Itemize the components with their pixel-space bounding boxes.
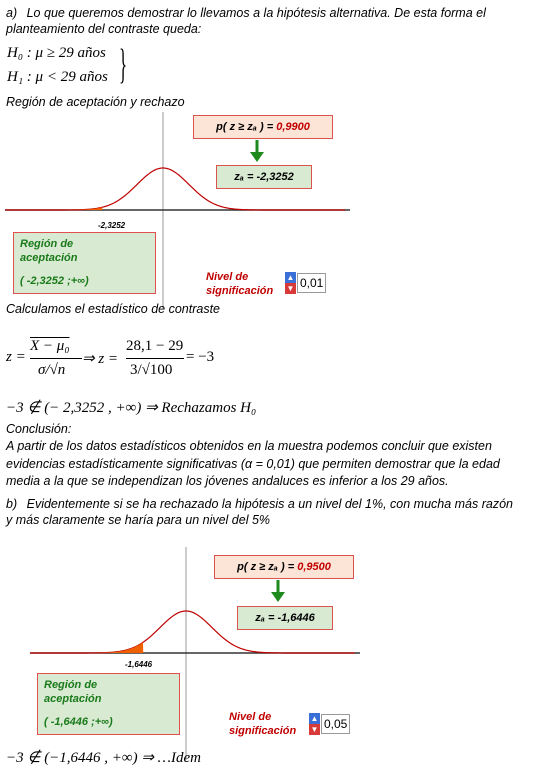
z-value-b: -1,6446 — [277, 612, 315, 624]
nivel-a-line1: Nivel de — [206, 271, 249, 283]
region-label-a2: aceptación — [20, 252, 78, 264]
stepper-down-icon[interactable]: ▼ — [310, 725, 319, 734]
prob-box-b — [214, 555, 354, 579]
final-line: −3 ∉ (−1,6446 , +∞) ⇒ …Idem — [6, 750, 202, 766]
part-a — [6, 5, 536, 37]
interval-b: ( -1,6446 ;+∞) — [44, 716, 113, 728]
nivel-b-line1: Nivel de — [229, 711, 272, 723]
nivel-b — [229, 710, 296, 738]
nivel-b-line2: significación — [229, 725, 297, 737]
stepper-down-icon[interactable]: ▼ — [286, 284, 295, 293]
fraction-bar-1 — [30, 358, 82, 359]
formula-num2: 28,1 − 29 — [126, 338, 184, 354]
prob-value-b: 0,9500 — [297, 561, 331, 573]
z-label-b: zₐ = — [255, 612, 278, 624]
conclusion-title: Conclusión: — [6, 422, 72, 436]
part-a-label: a) — [6, 6, 18, 20]
nivel-a — [206, 270, 273, 298]
formula-arrow1: ⇒ z = — [82, 351, 119, 367]
h1-statement: H₁ : μ < 29 años — [7, 69, 108, 85]
brace: } — [119, 42, 128, 88]
part-b-label: b) — [6, 497, 18, 511]
region-label-b2: aceptación — [44, 693, 102, 705]
stepper-up-icon[interactable]: ▲ — [310, 714, 319, 723]
part-b-text: Evidentemente si se ha rechazado la hipótesis a un nivel del 1%, con mucha más razón y más claramente se haría para un nivel del 5% — [6, 497, 513, 527]
down-arrow-icon — [270, 580, 286, 604]
formula-den1: σ/√n — [38, 362, 66, 378]
alpha-stepper-a[interactable] — [285, 272, 296, 294]
fraction-bar-2 — [126, 358, 184, 359]
z-box-b — [237, 606, 333, 630]
part-b — [6, 496, 516, 528]
interval-a: ( -2,3252 ;+∞) — [20, 275, 89, 287]
alpha-stepper-b[interactable] — [309, 713, 320, 735]
formula-num1: X − μ₀ — [30, 338, 70, 354]
z-value-a: -2,3252 — [256, 171, 294, 183]
prob-label-a: p( z ≥ zₐ ) = — [216, 121, 277, 133]
down-arrow-icon — [249, 140, 265, 164]
tick-b: -1,6446 — [125, 660, 153, 669]
region-label-a1: Región de — [20, 238, 74, 250]
region-box-b — [37, 673, 180, 735]
calc-title: Calculamos el estadístico de contraste — [6, 302, 220, 316]
formula-lhs: z = — [6, 349, 26, 365]
stepper-up-icon[interactable]: ▲ — [286, 273, 295, 282]
region-label-b1: Región de — [44, 679, 98, 691]
tick-a: -2,3252 — [98, 221, 126, 230]
z-label-a: zₐ = — [234, 171, 257, 183]
region-box-a — [13, 232, 156, 294]
prob-label-b: p( z ≥ zₐ ) = — [237, 561, 298, 573]
h0-statement: H₀ : μ ≥ 29 años — [7, 45, 106, 61]
part-a-text: Lo que queremos demostrar lo llevamos a la hipótesis alternativa. De esta forma el planteamiento del contraste queda: — [6, 6, 486, 36]
formula-den2: 3/√100 — [130, 362, 173, 378]
alpha-value-b[interactable]: 0,05 — [321, 714, 350, 734]
z-box-a — [216, 165, 312, 189]
formula-result: = −3 — [186, 349, 215, 365]
prob-box-a — [193, 115, 333, 139]
nivel-a-line2: significación — [206, 285, 274, 297]
region-title: Región de aceptación y rechazo — [6, 95, 185, 109]
decision: −3 ∉ (− 2,3252 , +∞) ⇒ Rechazamos H₀ — [6, 400, 257, 416]
prob-value-a: 0,9900 — [276, 121, 310, 133]
conclusion-text: A partir de los datos estadísticos obtenidos en la muestra podemos concluir que existen evidencias estadísticamente significativas (α = 0,01) que permiten demostrar que la edad media a la que se independizan los jóvenes andaluces es inferior a los 29 años. — [6, 439, 500, 488]
alpha-value-a[interactable]: 0,01 — [297, 273, 326, 293]
